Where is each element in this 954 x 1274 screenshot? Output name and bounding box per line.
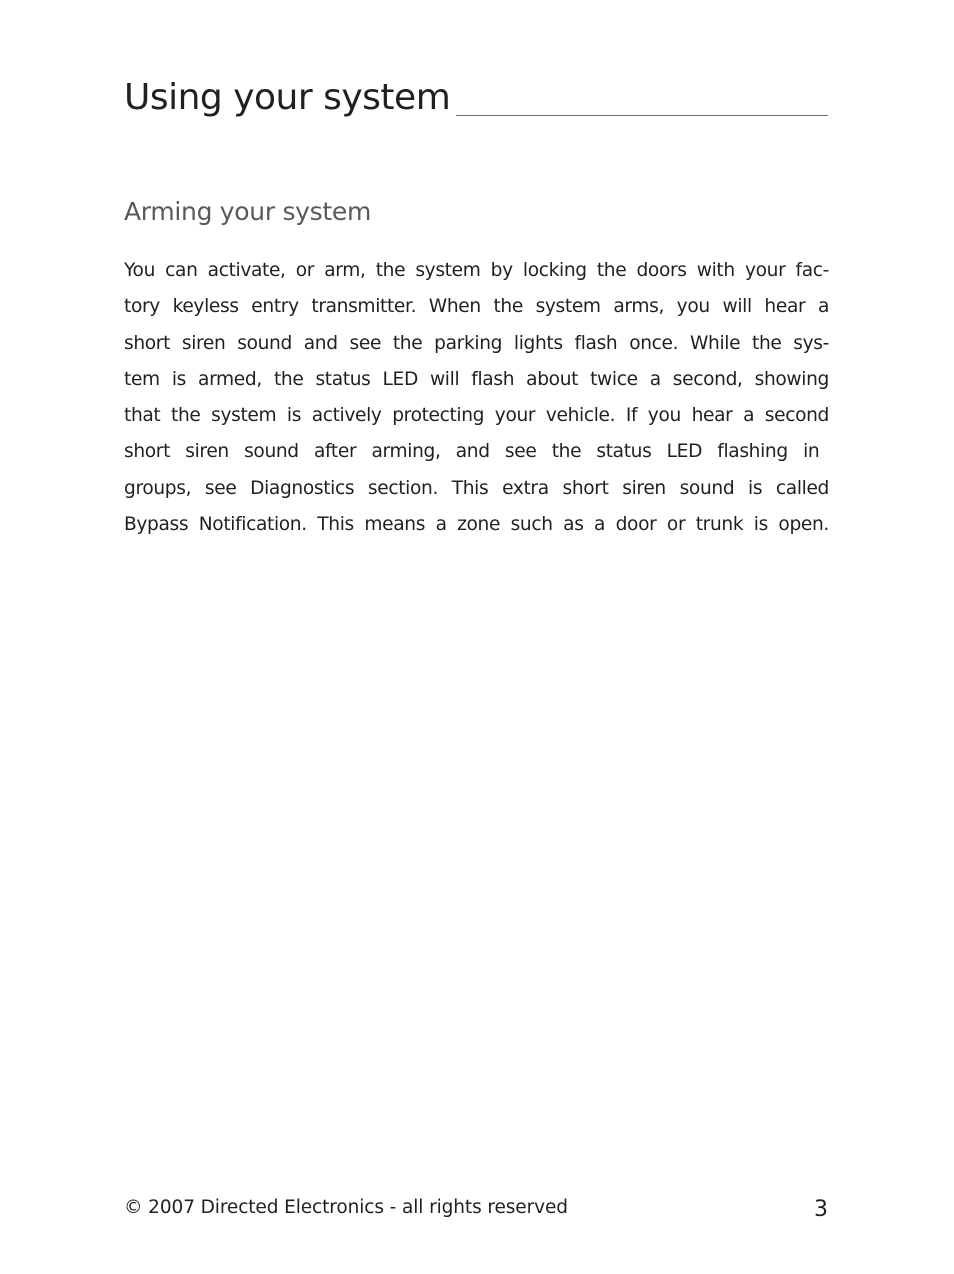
page-title: Using your system <box>124 77 451 118</box>
title-underline-rule <box>456 115 828 116</box>
body-line: tem is armed, the status LED will flash about twice a second, showing <box>124 368 829 390</box>
body-line: that the system is actively protecting your vehicle. If you hear a second <box>124 405 829 427</box>
section-heading: Arming your system <box>124 197 372 226</box>
body-line: You can activate, or arm, the system by locking the doors with your fac- <box>124 260 829 281</box>
body-line: short siren sound after arming, and see the status LED flashing in <box>124 441 820 463</box>
body-paragraph <box>124 253 829 543</box>
body-line: Bypass Notification. This means a zone such as a door or trunk is open. <box>124 514 829 536</box>
body-line: short siren sound and see the parking lights flash once. While the sys- <box>124 332 829 354</box>
body-line: groups, see Diagnostics section. This extra short siren sound is called <box>124 477 829 499</box>
footer-copyright: © 2007 Directed Electronics - all rights reserved <box>124 1197 568 1218</box>
body-line: tory keyless entry transmitter. When the system arms, you will hear a <box>124 296 829 318</box>
page-number: 3 <box>814 1197 828 1222</box>
page-title-row <box>124 78 828 118</box>
